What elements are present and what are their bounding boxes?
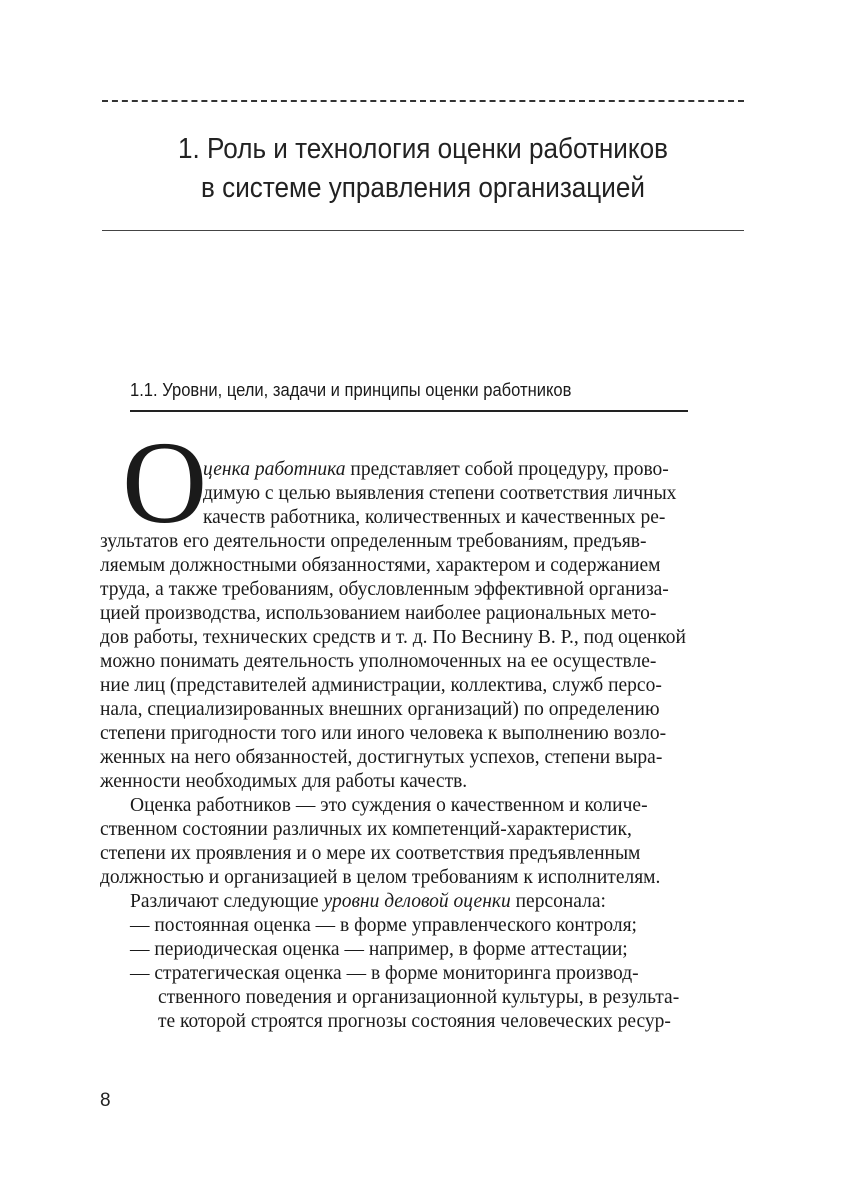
body-line: степени их проявления и о мере их соответствия предъявленным [100, 843, 641, 864]
section-title-rule [130, 410, 688, 412]
body-line: цией производства, использованием наиболее рациональных мето- [100, 603, 657, 624]
body-line: нала, специализированных внешних организаций) по определению [100, 699, 660, 720]
body-line: зультатов его деятельности определенным требованиям, предъяв- [100, 531, 647, 552]
body-line: димую с целью выявления степени соответствия личных [203, 483, 677, 504]
top-dashed-rule [102, 100, 744, 102]
chapter-title-line-1: 1. Роль и технология оценки работников [178, 133, 668, 165]
body-line: ние лиц (представителей администрации, коллектива, служб персо- [100, 675, 662, 696]
body-line: женности необходимых для работы качеств. [100, 771, 468, 792]
list-item-continuation: те которой строятся прогнозы состояния человеческих ресур- [158, 1011, 671, 1032]
body-line: качеств работника, количественных и качественных ре- [203, 507, 666, 528]
section-title: 1.1. Уровни, цели, задачи и принципы оценки работников [130, 380, 572, 400]
body-line: ляемым должностными обязанностями, характером и содержанием [100, 555, 661, 576]
chapter-title-line-2: в системе управления организацией [201, 172, 645, 204]
body-line: труда, а также требованиям, обусловленным эффективной организа- [100, 579, 669, 600]
body-line: Оценка работников — это суждения о качественном и количе- [130, 795, 648, 816]
list-item: — стратегическая оценка — в форме мониторинга производ- [130, 963, 639, 984]
body-line: должностью и организацией в целом требованиям к исполнителям. [100, 867, 661, 888]
list-item: — постоянная оценка — в форме управленческого контроля; [130, 915, 637, 936]
body-line: ценка работника представляет собой процедуру, прово- [203, 459, 669, 480]
chapter-title [134, 130, 712, 208]
list-item-continuation: ственного поведения и организационной культуры, в результа- [158, 987, 680, 1008]
body-line: степени пригодности того или иного человека к выполнению возло- [100, 723, 667, 744]
list-item: — периодическая оценка — например, в форме аттестации; [130, 939, 628, 960]
body-line: женных на него обязанностей, достигнутых успехов, степени выра- [100, 747, 663, 768]
drop-cap: О [122, 417, 208, 548]
body-line: Различают следующие уровни деловой оценки персонала: [130, 891, 606, 912]
page-number: 8 [100, 1090, 111, 1111]
chapter-title-rule [102, 230, 744, 231]
body-line: можно понимать деятельность уполномоченных на ее осуществле- [100, 651, 657, 672]
body-line: ственном состоянии различных их компетенций-характеристик, [100, 819, 632, 840]
body-line: дов работы, технических средств и т. д. По Веснину В. Р., под оценкой [100, 627, 686, 648]
